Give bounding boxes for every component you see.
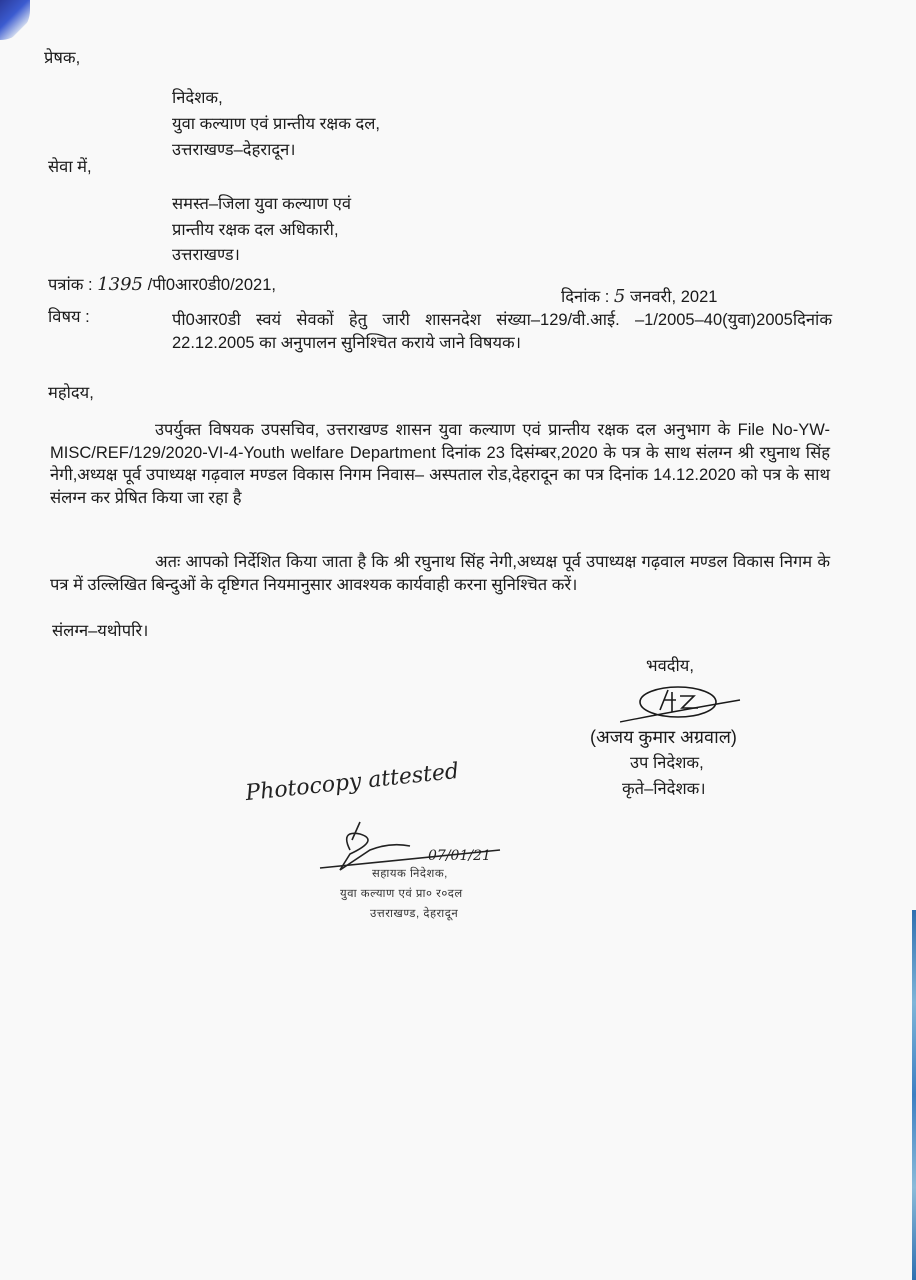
- signatory-on-behalf: कृते–निदेशक।: [622, 780, 706, 798]
- valediction: भवदीय,: [646, 657, 694, 675]
- attestation-handwritten-date: 07/01/21: [428, 848, 491, 864]
- reference-suffix: /पी0आर0डी0/2021,: [147, 276, 276, 294]
- salutation: महोदय,: [48, 384, 94, 402]
- sender-line-1: निदेशक,: [172, 89, 223, 107]
- body-paragraph-2-text: अतः आपको निर्देशित किया जाता है कि श्री रघुनाथ सिंह नेगी,अध्यक्ष पूर्व उपाध्यक्ष गढ़वाल मण्डल विकास निगम के पत्र में उल्लिखित बिन्दुओं के दृष्टिगत नियमानुसार आवश्यक कार्यवाही करना सुनिश्चित करें।: [50, 553, 830, 594]
- signatory-designation: उप निदेशक,: [630, 754, 704, 772]
- subject-text: पी0आर0डी स्वयं सेवकों हेतु जारी शासनदेश संख्या–129/वी.आई. –1/2005–40(युवा)2005दिनांक 22.12.2005 का अनुपालन सुनिश्चित कराये जाने विषयक।: [172, 311, 832, 352]
- stamp-line-2: युवा कल्याण एवं प्रा० र०दल: [340, 888, 463, 900]
- date-handwritten-day: 5: [613, 286, 626, 307]
- signatory-name: (अजय कुमार अग्रवाल): [590, 727, 737, 747]
- recipient-line-1: समस्त–जिला युवा कल्याण एवं: [172, 195, 352, 213]
- recipient-line-2: प्रान्तीय रक्षक दल अधिकारी,: [172, 221, 339, 239]
- stamp-line-3: उत्तराखण्ड, देहरादून: [370, 908, 459, 920]
- signature-scribble-icon: [620, 682, 760, 726]
- reference-handwritten-number: 1395: [97, 274, 144, 295]
- subject-label: विषय :: [48, 308, 90, 326]
- sender-line-3: उत्तराखण्ड–देहरादून।: [172, 141, 296, 159]
- signature: [620, 682, 750, 720]
- enclosure-note: संलग्न–यथोपरि।: [52, 622, 149, 640]
- recipient-line-3: उत्तराखण्ड।: [172, 246, 240, 264]
- body-paragraph-1-text: उपर्युक्त विषयक उपसचिव, उत्तराखण्ड शासन युवा कल्याण एवं प्रान्तीय रक्षक दल अनुभाग के File No-YW-MISC/REF/129/2020-VI-4-Youth welfare Department दिनांक 23 दिसंम्बर,2020 के पत्र के साथ संलग्न श्री रघुनाथ सिंह नेगी,अध्यक्ष पूर्व उपाध्यक्ष गढ़वाल मण्डल विकास निगम निवास– अस्पताल रोड,देहरादून का पत्र दिनांक 14.12.2020 को पत्र के साथ संलग्न कर प्रेषित किया जा रहा है: [50, 421, 830, 507]
- body-paragraph-1: [50, 419, 830, 509]
- attestation-handwritten-note: Photocopy attested: [244, 758, 461, 807]
- recipient-label: सेवा में,: [48, 158, 92, 176]
- body-paragraph-2: [50, 551, 830, 596]
- stamp-line-1: सहायक निदेशक,: [372, 868, 448, 880]
- page-edge-strip: [912, 910, 916, 1280]
- date-label: दिनांक :: [561, 288, 610, 306]
- sender-label: प्रेषक,: [44, 49, 81, 67]
- date-suffix: जनवरी, 2021: [629, 288, 718, 306]
- reference-line: [48, 274, 276, 296]
- sender-line-2: युवा कल्याण एवं प्रान्तीय रक्षक दल,: [172, 115, 380, 133]
- date-line: [561, 286, 717, 308]
- page-corner-graphic: [0, 0, 30, 40]
- reference-label: पत्रांक :: [48, 276, 93, 294]
